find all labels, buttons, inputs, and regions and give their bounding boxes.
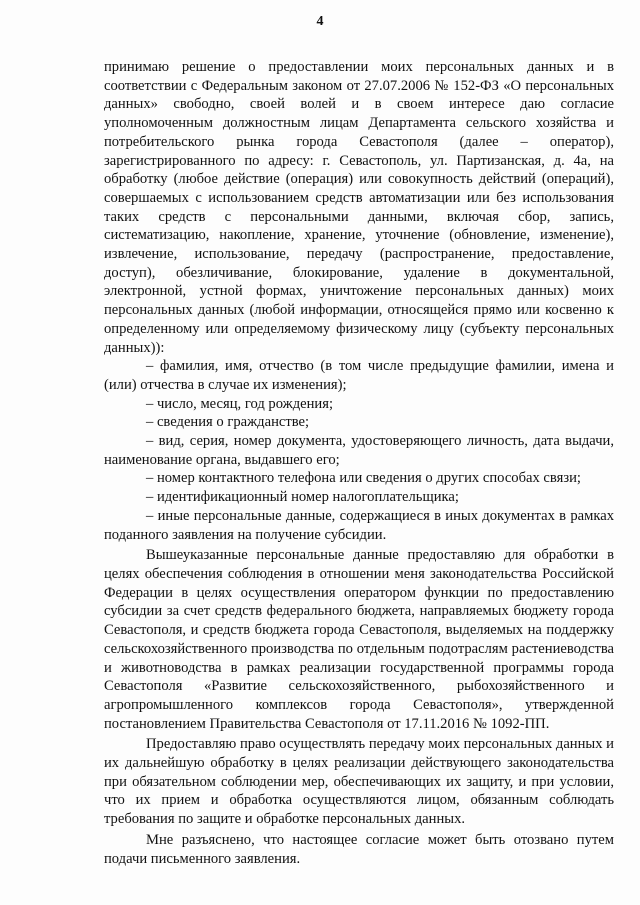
list-item-birth-date: – число, месяц, год рождения; [146, 395, 333, 412]
list-item-citizenship: – сведения о гражданстве; [146, 414, 310, 431]
revocation-paragraph: Мне разъяснено, что настоящее согласие может быть отозвано путем подачи письменного заявления. [104, 831, 614, 867]
list-item-tax-id: – идентификационный номер налогоплательщика; [146, 489, 459, 506]
consent-paragraph: принимаю решение о предоставлении моих персональных данных и в соответствии с Федеральным законом от 27.07.2006 № 152-ФЗ «О персональных данных» свободно, своей волей и в своем интересе даю согласие уполномоченным должностным лицам Департамента сельского хозяйства и потребительского рынка города Севастополя (далее – оператор), зарегистрированного по адресу: г. Севастополь, ул. Партизанская, д. 4а, на обработку (любое действие (операция) или совокупность действий (операций), совершаемых с использованием средств автоматизации или без использования таких средств с персональными данными, включая сбор, запись, систематизацию, накопление, хранение, уточнение (обновление, изменение), извлечение, использование, передачу (распространение, предоставление, доступ), обезличивание, блокирование, удаление в документальной, электронной, устной формах, уничтожение персональных данных) моих персональных данных (любой информации, относящейся прямо или косвенно к определенному или определяемому физическому лицу (субъекту персональных данных)): [104, 59, 614, 356]
page-number: 4 [316, 14, 324, 29]
list-item-full-name: – фамилия, имя, отчество (в том числе предыдущие фамилии, имена и (или) отчества в случае их изменения); [104, 358, 614, 393]
list-item-other-data: – иные персональные данные, содержащиеся в иных документах в рамках поданного заявления на получение субсидии. [104, 507, 614, 543]
list-item-identity-document: – вид, серия, номер документа, удостоверяющего личность, дата выдачи, наименование органа, выдавшего его; [104, 433, 614, 468]
purpose-paragraph: Вышеуказанные персональные данные предоставляю для обработки в целях обеспечения соблюдения в отношении меня законодательства Российской Федерации в целях осуществления оператором функции по предоставлению субсидии за счет средств федерального бюджета, направляемых бюджету города Севастополя, и средств бюджета города Севастополя, выделяемых на поддержку сельскохозяйственного производства по отдельным подотраслям растениеводства и животноводства в рамках реализации государственной программы города Севастополя «Развитие сельскохозяйственного, рыбохозяйственного и агропромышленного комплексов города Севастополя», утвержденной постановлением Правительства Севастополя от 17.11.2016 № 1092-ПП. [104, 547, 614, 732]
document-body [104, 58, 614, 868]
list-item-phone: – номер контактного телефона или сведения о других способах связи; [146, 470, 581, 487]
transfer-right-paragraph: Предоставляю право осуществлять передачу моих персональных данных и их дальнейшую обработку в целях реализации действующего законодательства при обязательном соблюдении мер, обеспечивающих их защиту, и при условии, что их прием и обработка осуществляются лицом, обязанным соблюдать требования по защите и обработке персональных данных. [104, 736, 614, 828]
